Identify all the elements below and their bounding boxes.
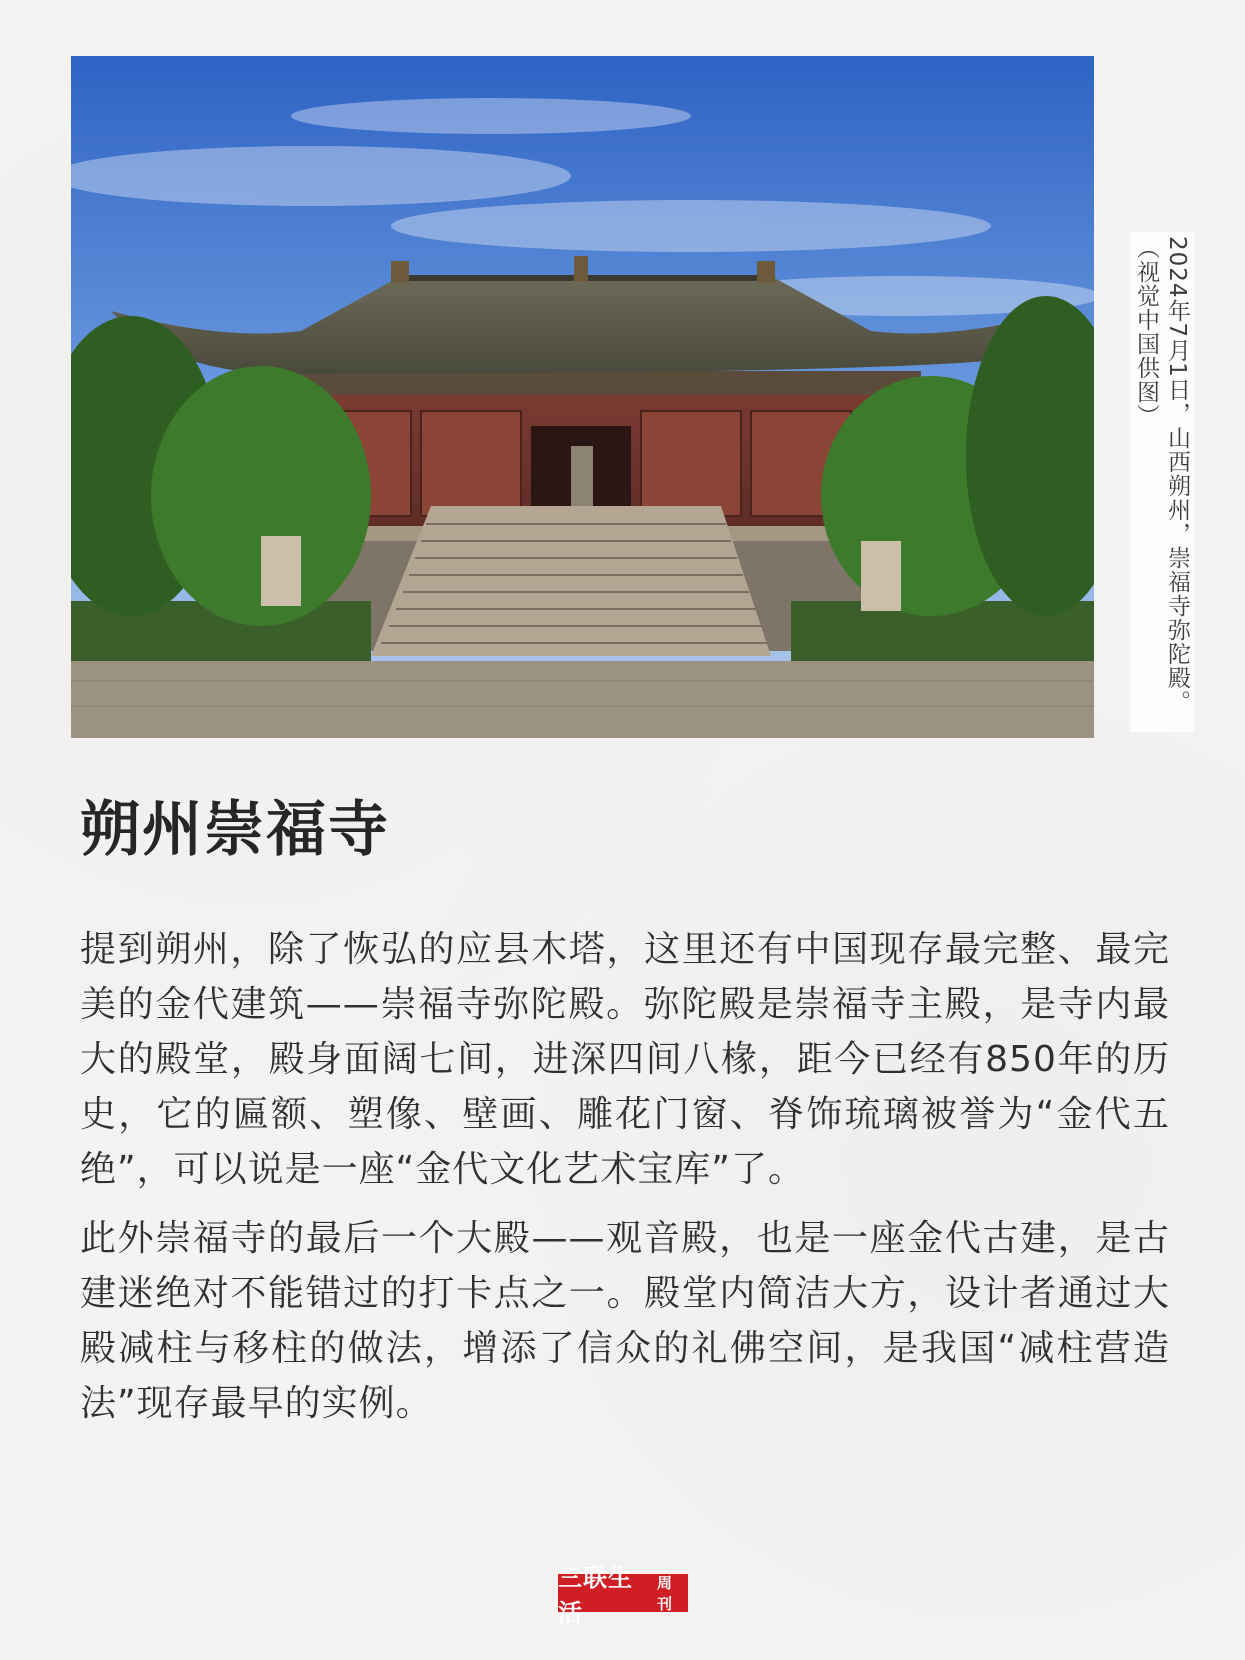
caption-line-2: （视觉中国供图） — [1133, 236, 1159, 428]
article-body — [80, 922, 1170, 1445]
temple-photo — [71, 56, 1094, 738]
caption-line-1: 2024年7月1日，山西朔州，崇福寺弥陀殿。 — [1164, 236, 1190, 714]
logo-main-text: 三联生活 — [558, 1563, 633, 1627]
photo-caption — [1130, 232, 1194, 732]
temple-photo-image — [71, 56, 1094, 738]
publication-logo — [558, 1563, 688, 1627]
logo-sub-text: 周刊 — [656, 1574, 673, 1613]
paragraph-1: 提到朔州，除了恢弘的应县木塔，这里还有中国现存最完整、最完美的金代建筑——崇福寺弥陀殿。弥陀殿是崇福寺主殿，是寺内最大的殿堂，殿身面阔七间，进深四间八椽，距今已经有850年的历史，它的匾额、塑像、壁画、雕花门窗、脊饰琉璃被誉为“金代五绝”，可以说是一座“金代文化艺术宝库”了。 — [80, 929, 1170, 1190]
article-title: 朔州崇福寺 — [80, 795, 390, 865]
paragraph-2: 此外崇福寺的最后一个大殿——观音殿，也是一座金代古建，是古建迷绝对不能错过的打卡点之一。殿堂内简洁大方，设计者通过大殿减柱与移柱的做法，增添了信众的礼佛空间，是我国“减柱营造法”现存最早的实例。 — [80, 1218, 1170, 1424]
